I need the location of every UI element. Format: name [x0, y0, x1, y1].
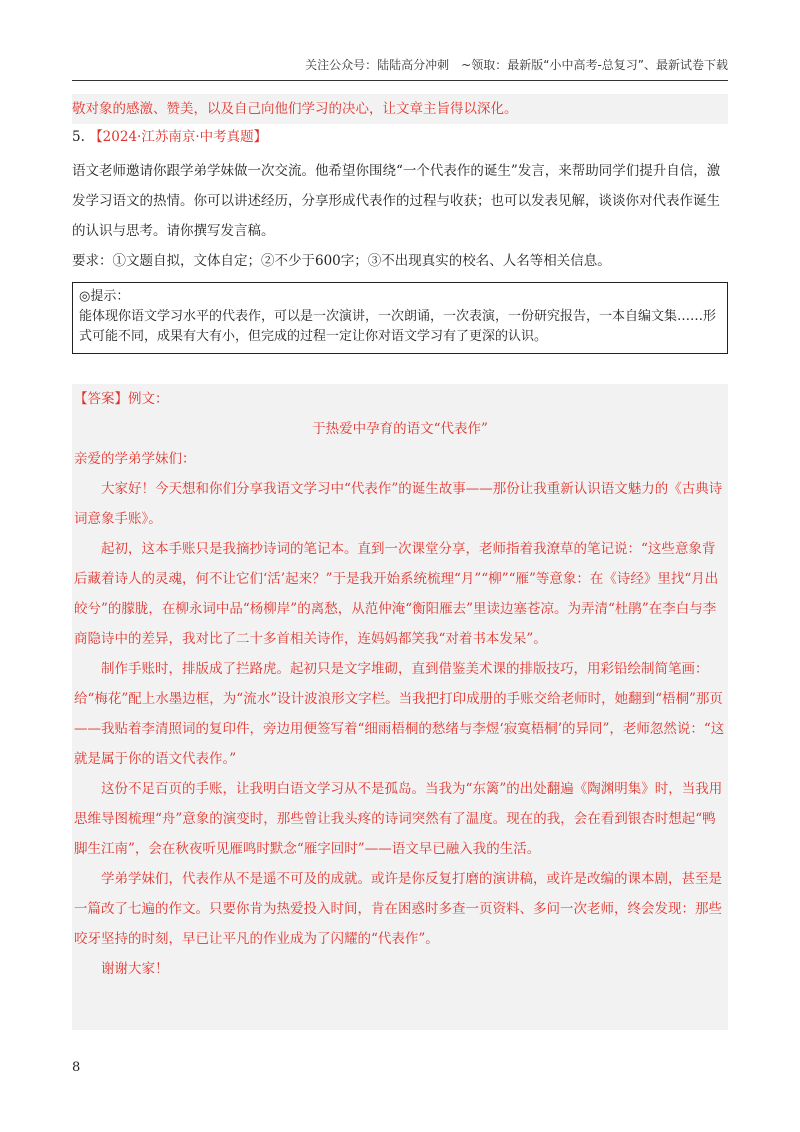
essay-salutation: 亲爱的学弟学妹们： — [74, 451, 196, 467]
answer-label: 【答案】例文： — [74, 391, 169, 407]
essay-closing: 谢谢大家！ — [101, 961, 169, 977]
page-header: 关注公众号：陆陆高分冲刺 ~领取：最新版“小中高考-总复习”、最新试卷下载 — [305, 58, 728, 72]
question-requirements: 要求：①文题自拟，文体自定；②不少于600字；③不出现真实的校名、人名等相关信息。 — [72, 253, 611, 269]
question-heading — [72, 126, 267, 148]
essay-paragraph: 这份不足百页的手账，让我明白语文学习从不是孤岛。当我为“东篱”的出处翻遍《陶渊明集》时，当我用思维导图梳理“舟”意象的演变时，那些曾让我头疼的诗词突然有了温度。现在的我，会在看到银杏时想起“鸭脚生江南”，会在秋夜听见雁鸣时默念“雁字回时”——语文早已融入我的生活。 — [74, 781, 723, 857]
question-source: 【2024·江苏南京·中考真题】 — [89, 129, 268, 145]
header-divider — [72, 80, 728, 81]
question-prompt: 语文老师邀请你跟学弟学妹做一次交流。他希望你围绕“一个代表作的诞生”发言，来帮助同学们提升自信，激发学习语文的热情。你可以讲述经历，分享形成代表作的过程与收获；也可以发表见解，谈谈你对代表作诞生的认识与思考。请你撰写发言稿。 — [72, 163, 721, 239]
answer-section — [72, 384, 728, 1030]
hint-box — [72, 282, 728, 354]
essay-paragraph: 学弟学妹们，代表作从不是遥不可及的成就。或许是你反复打磨的演讲稿，或许是改编的课本剧，甚至是一篇改了七遍的作文。只要你肯为热爱投入时间，肯在困惑时多查一页资料、多问一次老师，终会发现：那些咬牙坚持的时刻，早已让平凡的作业成为了闪耀的“代表作”。 — [74, 871, 722, 947]
question-number: 5. — [72, 129, 85, 145]
hint-label: ◎提示： — [79, 289, 130, 304]
page-number: 8 — [72, 1060, 81, 1075]
essay-title: 于热爱中孕育的语文“代表作” — [312, 421, 488, 437]
previous-answer-continuation: 敬对象的感激、赞美，以及自己向他们学习的决心，让文章主旨得以深化。 — [72, 94, 728, 124]
essay-paragraph: 起初，这本手账只是我摘抄诗词的笔记本。直到一次课堂分享，老师指着我潦草的笔记说：“这些意象背后藏着诗人的灵魂，何不让它们‘活’起来？”于是我开始系统梳理“月”“柳”“雁”等意象：在《诗经》里找“月出皎兮”的朦胧，在柳永词中品“杨柳岸”的离愁，从范仲淹“衡阳雁去”里读边塞苍凉。为弄清“杜鹃”在李白与李商隐诗中的差异，我对比了二十多首相关诗作，连妈妈都笑我“对着书本发呆”。 — [74, 541, 719, 647]
hint-text: 能体现你语文学习水平的代表作，可以是一次演讲，一次朗诵，一次表演，一份研究报告，一本自编文集……形式可能不同，成果有大有小，但完成的过程一定让你对语文学习有了更深的认识。 — [79, 309, 717, 344]
essay-paragraph: 制作手账时，排版成了拦路虎。起初只是文字堆砌，直到借鉴美术课的排版技巧，用彩铅绘制简笔画：给“梅花”配上水墨边框，为“流水”设计波浪形文字栏。当我把打印成册的手账交给老师时，她翻到“梧桐”那页——我贴着李清照词的复印件，旁边用便签写着“细雨梧桐的愁绪与李煜‘寂寞梧桐’的异同”，老师忽然说：“这就是属于你的语文代表作。” — [74, 661, 725, 767]
essay-paragraph: 大家好！今天想和你们分享我语文学习中“代表作”的诞生故事——那份让我重新认识语文魅力的《古典诗词意象手账》。 — [74, 481, 723, 527]
